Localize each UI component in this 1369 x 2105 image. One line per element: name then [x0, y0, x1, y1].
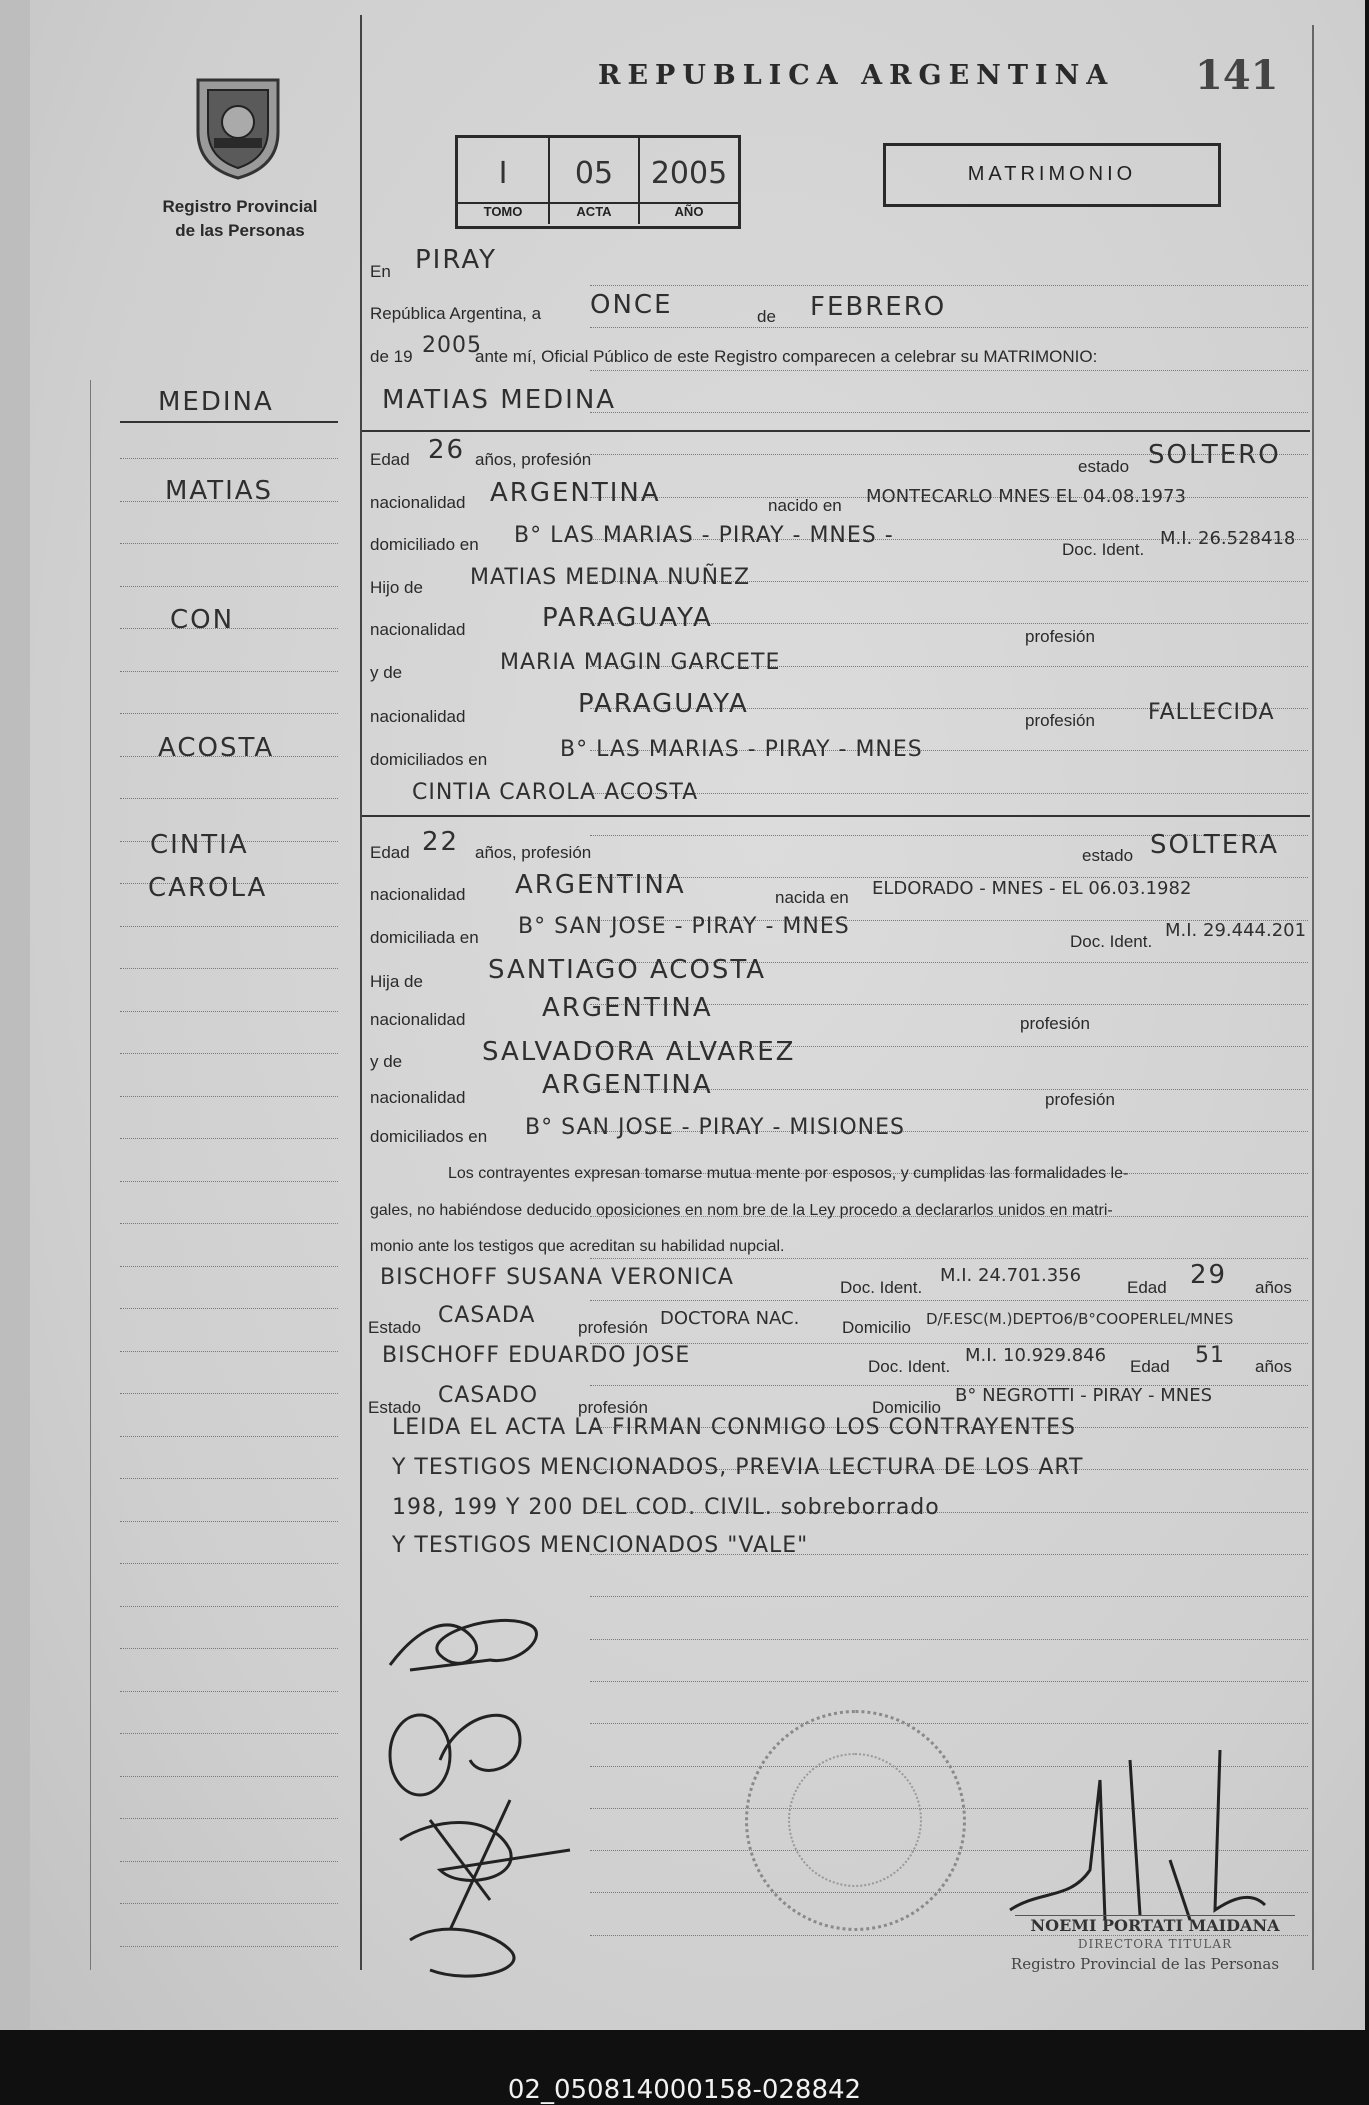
note-line-3: 198, 199 Y 200 DEL COD. CIVIL. sobreborrado — [392, 1495, 940, 1520]
witness1-prof: DOCTORA NAC. — [660, 1308, 800, 1329]
witness1-anos-label: años — [1255, 1278, 1292, 1297]
witness1-edad: 29 — [1190, 1260, 1228, 1290]
body-ruled-line — [590, 1723, 1308, 1725]
margin-ruled-line — [120, 586, 338, 588]
witness2-edad: 51 — [1195, 1343, 1225, 1368]
bride-parents-dom-label: domiciliados en — [370, 1127, 488, 1146]
witness2-edad-label: Edad — [1130, 1357, 1170, 1376]
margin-ruled-line — [120, 1606, 338, 1608]
groom-yde-label: y de — [370, 663, 403, 682]
groom-father-prof-label: profesión — [1025, 627, 1095, 646]
groom-estado-label: estado — [1078, 457, 1130, 476]
bride-edad: 22 — [422, 827, 460, 857]
bride-father-nac: ARGENTINA — [542, 993, 713, 1023]
provincial-shield-icon — [188, 72, 288, 182]
groom-nac: ARGENTINA — [490, 478, 661, 508]
witness1-doc-label: Doc. Ident. — [840, 1278, 923, 1297]
margin-ruled-line — [120, 1223, 338, 1225]
de-label: de — [757, 307, 776, 326]
statement-line3: monio ante los testigos que acreditan su habilidad nupcial. — [370, 1238, 785, 1255]
ano-label: AÑO — [640, 202, 738, 222]
body-ruled-line — [590, 1681, 1308, 1683]
witness1-name: BISCHOFF SUSANA VERONICA — [380, 1265, 734, 1290]
body-ruled-line — [590, 327, 1308, 329]
year-value: 2005 — [422, 333, 482, 358]
margin-ruled-line — [120, 1096, 338, 1098]
margin-ruled-line — [120, 1861, 338, 1863]
bride-edad-label: Edad — [370, 843, 410, 862]
right-margin-rule — [1312, 25, 1314, 1970]
margin-ruled-line — [120, 1946, 338, 1948]
margin-ruled-line — [120, 968, 338, 970]
groom-father: MATIAS MEDINA NUÑEZ — [470, 565, 751, 590]
bride-parents-dom: B° SAN JOSE - PIRAY - MISIONES — [525, 1115, 905, 1140]
margin-bride-surname: ACOSTA — [158, 733, 275, 763]
day-value: ONCE — [590, 290, 673, 320]
bride-nacida: ELDORADO - MNES - EL 06.03.1982 — [872, 878, 1192, 899]
bride-doc-label: Doc. Ident. — [1070, 932, 1153, 951]
witness1-doc: M.I. 24.701.356 — [940, 1265, 1082, 1286]
groom-mother-prof-label: profesión — [1025, 711, 1095, 730]
body-ruled-line — [590, 370, 1308, 372]
margin-ruled-line — [120, 1181, 338, 1183]
margin-ruled-line — [120, 713, 338, 715]
witness1-domicilio: D/F.ESC(M.)DEPTO6/B°COOPERLEL/MNES — [926, 1310, 1234, 1328]
groom-parents-dom: B° LAS MARIAS - PIRAY - MNES — [560, 737, 923, 762]
bride-father-nac-label: nacionalidad — [370, 1010, 466, 1029]
registry-name — [140, 195, 340, 243]
country-title: REPUBLICA ARGENTINA — [598, 60, 1115, 91]
note-line-1: LEIDA EL ACTA LA FIRMAN CONMIGO LOS CONTRAYENTES — [392, 1415, 1077, 1440]
doc-type-label: MATRIMONIO — [967, 163, 1137, 185]
body-ruled-line — [590, 285, 1308, 287]
groom-doc-label: Doc. Ident. — [1062, 540, 1145, 559]
bride-mother: SALVADORA ALVAREZ — [482, 1037, 796, 1067]
witness2-doc-label: Doc. Ident. — [868, 1357, 951, 1376]
groom-mother-nac: PARAGUAYA — [578, 689, 749, 719]
bride-hija-label: Hija de — [370, 972, 423, 991]
bride-father: SANTIAGO ACOSTA — [488, 955, 767, 985]
margin-ruled-line — [120, 1138, 338, 1140]
margin-ruled-line — [120, 458, 338, 460]
margin-connector: CON — [170, 605, 235, 635]
margin-ruled-line — [120, 1478, 338, 1480]
margin-ruled-line — [120, 1563, 338, 1565]
section-divider-groom — [362, 430, 1310, 432]
witness2-anos-label: años — [1255, 1357, 1292, 1376]
scan-identifier: 02_050814000158-028842 — [507, 2075, 862, 2105]
body-ruled-line — [590, 1596, 1308, 1598]
bride-dom: B° SAN JOSE - PIRAY - MNES — [518, 914, 850, 939]
signature-1 — [380, 1605, 560, 1685]
place-value: PIRAY — [415, 245, 498, 275]
bride-mother-nac: ARGENTINA — [542, 1070, 713, 1100]
margin-ruled-line — [120, 543, 338, 545]
groom-mother-prof: FALLECIDA — [1148, 700, 1275, 725]
margin-ruled-line — [120, 1053, 338, 1055]
bride-father-prof-label: profesión — [1020, 1014, 1090, 1033]
groom-edad-label: Edad — [370, 450, 410, 469]
left-margin-rule — [90, 380, 91, 1970]
groom-father-nac-label: nacionalidad — [370, 620, 466, 639]
margin-ruled-line — [120, 1776, 338, 1778]
groom-mother-nac-label: nacionalidad — [370, 707, 466, 726]
en-label: En — [370, 262, 391, 281]
margin-underline — [120, 421, 338, 423]
margin-ruled-line — [120, 926, 338, 928]
groom-nacido-label: nacido en — [768, 496, 842, 515]
bride-dom-label: domiciliada en — [370, 928, 479, 947]
acta-label: ACTA — [550, 202, 638, 222]
page-number: 141 — [1195, 52, 1279, 99]
witness2-estado-label: Estado — [368, 1398, 421, 1417]
registry-line2: de las Personas — [175, 221, 305, 240]
witness1-prof-label: profesión — [578, 1318, 648, 1337]
tomo-value: I — [498, 156, 508, 191]
note-line-2: Y TESTIGOS MENCIONADOS, PREVIA LECTURA DE LOS ART — [392, 1455, 1084, 1480]
margin-ruled-line — [120, 798, 338, 800]
groom-father-nac: PARAGUAYA — [542, 603, 713, 633]
margin-ruled-line — [120, 1648, 338, 1650]
official-name: NOEMI PORTATI MAIDANA — [1015, 1915, 1295, 1935]
bride-mother-prof-label: profesión — [1045, 1090, 1115, 1109]
official-seal-inner — [788, 1753, 922, 1887]
bride-nac-label: nacionalidad — [370, 885, 466, 904]
bride-doc: M.I. 29.444.201 — [1165, 920, 1307, 941]
margin-ruled-line — [120, 1436, 338, 1438]
margin-ruled-line — [120, 1308, 338, 1310]
page-binding-edge — [0, 0, 30, 2030]
groom-dom: B° LAS MARIAS - PIRAY - MNES - — [514, 523, 894, 548]
bride-estado-label: estado — [1082, 846, 1134, 865]
groom-anos-prof-label: años, profesión — [475, 450, 592, 469]
official-seal — [745, 1710, 966, 1931]
year-prefix: de 19 — [370, 347, 413, 366]
tomo-label: TOMO — [458, 202, 548, 222]
month-value: FEBRERO — [810, 292, 947, 322]
note-line-4: Y TESTIGOS MENCIONADOS "VALE" — [392, 1533, 809, 1558]
section-divider-bride — [362, 815, 1310, 817]
official-signature — [1000, 1740, 1270, 1940]
margin-ruled-line — [120, 1521, 338, 1523]
witness2-prof-label: profesión — [578, 1398, 648, 1417]
acta-value: 05 — [574, 156, 614, 191]
margin-ruled-line — [120, 1011, 338, 1013]
bride-full-name: CINTIA CAROLA ACOSTA — [412, 780, 699, 805]
body-ruled-line — [590, 412, 1308, 414]
statement-line1: Los contrayentes expresan tomarse mutua mente por esposos, y cumplidas las formalidades le- — [448, 1165, 1129, 1182]
bride-nacida-label: nacida en — [775, 888, 849, 907]
margin-bride-middlename: CAROLA — [148, 873, 268, 903]
witness2-estado: CASADO — [438, 1383, 539, 1408]
groom-nac-label: nacionalidad — [370, 493, 466, 512]
ano-value: 2005 — [650, 156, 728, 191]
tomo-cell — [458, 138, 550, 224]
year-suffix: ante mí, Oficial Público de este Registro comparecen a celebrar su MATRIMONIO: — [475, 347, 1098, 366]
column-divider — [360, 15, 362, 1970]
groom-nacido: MONTECARLO MNES EL 04.08.1973 — [866, 486, 1186, 507]
statement-line2: gales, no habiéndose deducido oposiciones en nom bre de la Ley procedo a declararlos unidos en matri- — [370, 1202, 1113, 1219]
witness1-estado-label: Estado — [368, 1318, 421, 1337]
groom-mother: MARIA MAGIN GARCETE — [500, 650, 781, 675]
margin-ruled-line — [120, 1691, 338, 1693]
official-title: DIRECTORA TITULAR — [1077, 1937, 1233, 1951]
margin-firstname: MATIAS — [165, 476, 274, 506]
witness2-domicilio-label: Domicilio — [872, 1398, 941, 1417]
bride-estado: SOLTERA — [1150, 830, 1279, 860]
groom-doc: M.I. 26.528418 — [1160, 528, 1296, 549]
groom-edad: 26 — [428, 435, 466, 465]
groom-hijo-label: Hijo de — [370, 578, 423, 597]
margin-ruled-line — [120, 1393, 338, 1395]
groom-full-name: MATIAS MEDINA — [382, 385, 617, 415]
record-number-box — [455, 135, 741, 229]
witness1-edad-label: Edad — [1127, 1278, 1167, 1297]
registry-line1: Registro Provincial — [162, 197, 318, 216]
margin-bride-firstname: CINTIA — [150, 830, 249, 860]
margin-ruled-line — [120, 1266, 338, 1268]
bride-mother-nac-label: nacionalidad — [370, 1088, 466, 1107]
groom-estado: SOLTERO — [1148, 440, 1281, 470]
ano-cell — [640, 138, 738, 224]
margin-ruled-line — [120, 1818, 338, 1820]
margin-ruled-line — [120, 1351, 338, 1353]
bride-anos-prof-label: años, profesión — [475, 843, 592, 862]
bride-yde-label: y de — [370, 1052, 403, 1071]
acta-cell — [550, 138, 640, 224]
groom-dom-label: domiciliado en — [370, 535, 479, 554]
doc-type-box — [883, 143, 1221, 207]
witness2-name: BISCHOFF EDUARDO JOSE — [382, 1343, 691, 1368]
witness1-domicilio-label: Domicilio — [842, 1318, 911, 1337]
official-office: Registro Provincial de las Personas — [1010, 1955, 1280, 1973]
margin-surname: MEDINA — [158, 387, 274, 417]
signature-2 — [370, 1700, 600, 1990]
body-ruled-line — [590, 1639, 1308, 1641]
groom-parents-dom-label: domiciliados en — [370, 750, 488, 769]
bride-nac: ARGENTINA — [515, 870, 686, 900]
witness1-estado: CASADA — [438, 1303, 536, 1328]
margin-ruled-line — [120, 1903, 338, 1905]
body-ruled-line — [590, 1300, 1308, 1302]
republica-label: República Argentina, a — [370, 304, 542, 323]
witness2-doc: M.I. 10.929.846 — [965, 1345, 1107, 1366]
witness2-domicilio: B° NEGROTTI - PIRAY - MNES — [955, 1385, 1213, 1406]
margin-ruled-line — [120, 1733, 338, 1735]
margin-ruled-line — [120, 671, 338, 673]
document-page — [30, 0, 1365, 2030]
